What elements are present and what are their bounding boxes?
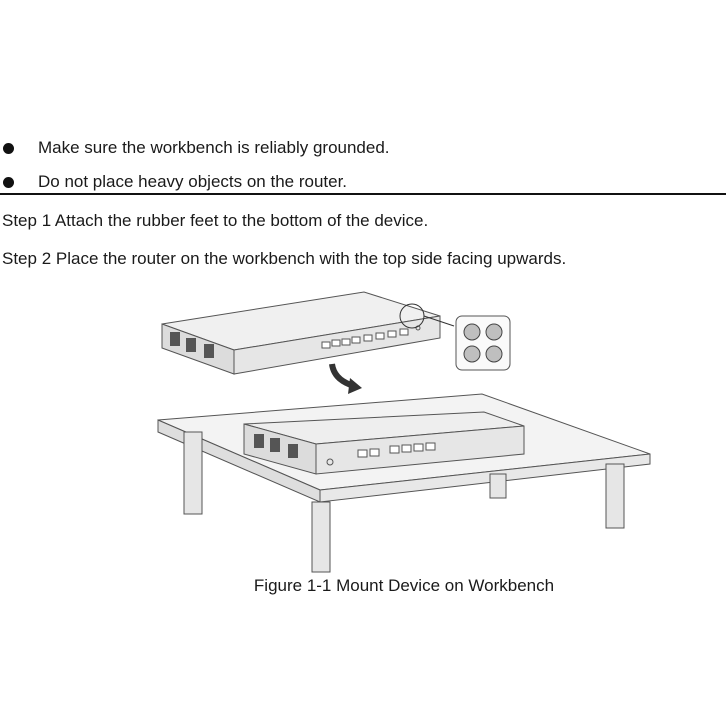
bullet-text: Make sure the workbench is reliably grounded. [38,138,390,157]
section-divider [0,193,726,195]
step-2: Step 2 Place the router on the workbench with the top side facing upwards. [2,249,567,268]
bullet-text: Do not place heavy objects on the router. [38,172,348,191]
bullet-icon [3,177,14,188]
precaution-list [0,134,726,202]
mount-illustration [150,288,660,574]
bullet-icon [3,143,14,154]
rubber-feet-inset [456,316,510,370]
router-device [162,292,454,374]
placement-arrow [332,364,362,394]
list-item [0,168,726,202]
list-item [0,134,726,168]
step-1: Step 1 Attach the rubber feet to the bottom of the device. [2,211,429,230]
figure-caption: Figure 1-1 Mount Device on Workbench [253,576,555,595]
